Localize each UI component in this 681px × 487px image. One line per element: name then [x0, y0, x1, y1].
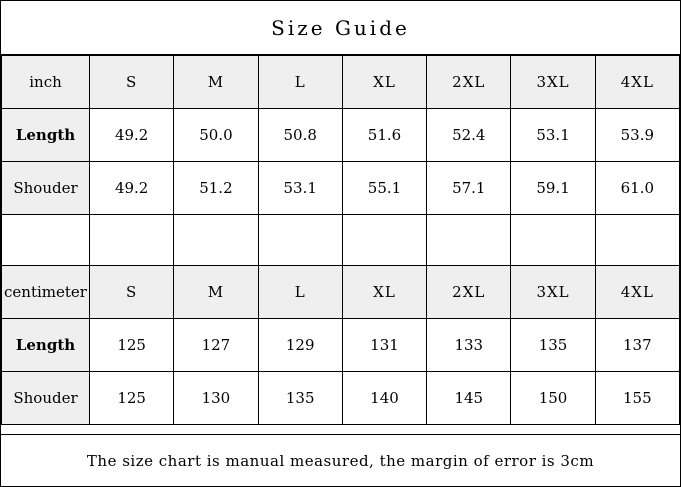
cell-length-inch-3xl: 53.1	[511, 109, 595, 162]
cell-length-inch-s: 49.2	[90, 109, 174, 162]
cell-shouder-cm-l: 135	[258, 372, 342, 425]
size-header-cm-2xl: 2XL	[427, 266, 511, 319]
spacer-cell	[595, 215, 679, 266]
size-chart-table	[1, 55, 680, 425]
spacer-cell	[90, 215, 174, 266]
table-row	[2, 319, 680, 372]
cell-length-inch-4xl: 53.9	[595, 109, 679, 162]
cell-shouder-cm-4xl: 155	[595, 372, 679, 425]
spacer-cell	[427, 215, 511, 266]
row-label-length-inch: Length	[2, 109, 90, 162]
page-title: Size Guide	[1, 1, 680, 55]
size-header-3xl: 3XL	[511, 56, 595, 109]
cell-length-cm-4xl: 137	[595, 319, 679, 372]
spacer-cell	[2, 215, 90, 266]
cell-shouder-inch-s: 49.2	[90, 162, 174, 215]
cell-shouder-inch-m: 51.2	[174, 162, 258, 215]
cell-shouder-cm-2xl: 145	[427, 372, 511, 425]
size-header-m: M	[174, 56, 258, 109]
cell-length-cm-xl: 131	[342, 319, 426, 372]
cell-length-inch-xl: 51.6	[342, 109, 426, 162]
size-header-cm-xl: XL	[342, 266, 426, 319]
table-row	[2, 56, 680, 109]
footer-note: The size chart is manual measured, the margin of error is 3cm	[1, 434, 680, 486]
cell-shouder-cm-s: 125	[90, 372, 174, 425]
cell-shouder-inch-3xl: 59.1	[511, 162, 595, 215]
size-header-cm-m: M	[174, 266, 258, 319]
cell-shouder-cm-m: 130	[174, 372, 258, 425]
table-row	[2, 162, 680, 215]
cell-length-inch-l: 50.8	[258, 109, 342, 162]
cell-shouder-inch-4xl: 61.0	[595, 162, 679, 215]
table-row	[2, 109, 680, 162]
unit-label-centimeter: centimeter	[2, 266, 90, 319]
cell-length-cm-l: 129	[258, 319, 342, 372]
size-header-4xl: 4XL	[595, 56, 679, 109]
size-header-2xl: 2XL	[427, 56, 511, 109]
spacer-cell	[174, 215, 258, 266]
size-header-l: L	[258, 56, 342, 109]
size-header-s: S	[90, 56, 174, 109]
cell-length-cm-s: 125	[90, 319, 174, 372]
cell-length-cm-3xl: 135	[511, 319, 595, 372]
table-spacer-row	[2, 215, 680, 266]
spacer-cell	[342, 215, 426, 266]
size-header-cm-l: L	[258, 266, 342, 319]
cell-length-cm-m: 127	[174, 319, 258, 372]
spacer-cell	[258, 215, 342, 266]
unit-label-inch: inch	[2, 56, 90, 109]
row-label-length-cm: Length	[2, 319, 90, 372]
cell-shouder-inch-xl: 55.1	[342, 162, 426, 215]
cell-shouder-cm-3xl: 150	[511, 372, 595, 425]
row-label-shouder-cm: Shouder	[2, 372, 90, 425]
spacer-cell	[511, 215, 595, 266]
table-row	[2, 372, 680, 425]
cell-shouder-cm-xl: 140	[342, 372, 426, 425]
row-label-shouder-inch: Shouder	[2, 162, 90, 215]
size-header-cm-4xl: 4XL	[595, 266, 679, 319]
cell-length-cm-2xl: 133	[427, 319, 511, 372]
size-header-cm-s: S	[90, 266, 174, 319]
cell-length-inch-2xl: 52.4	[427, 109, 511, 162]
cell-shouder-inch-l: 53.1	[258, 162, 342, 215]
table-row	[2, 266, 680, 319]
cell-length-inch-m: 50.0	[174, 109, 258, 162]
size-header-xl: XL	[342, 56, 426, 109]
size-header-cm-3xl: 3XL	[511, 266, 595, 319]
cell-shouder-inch-2xl: 57.1	[427, 162, 511, 215]
